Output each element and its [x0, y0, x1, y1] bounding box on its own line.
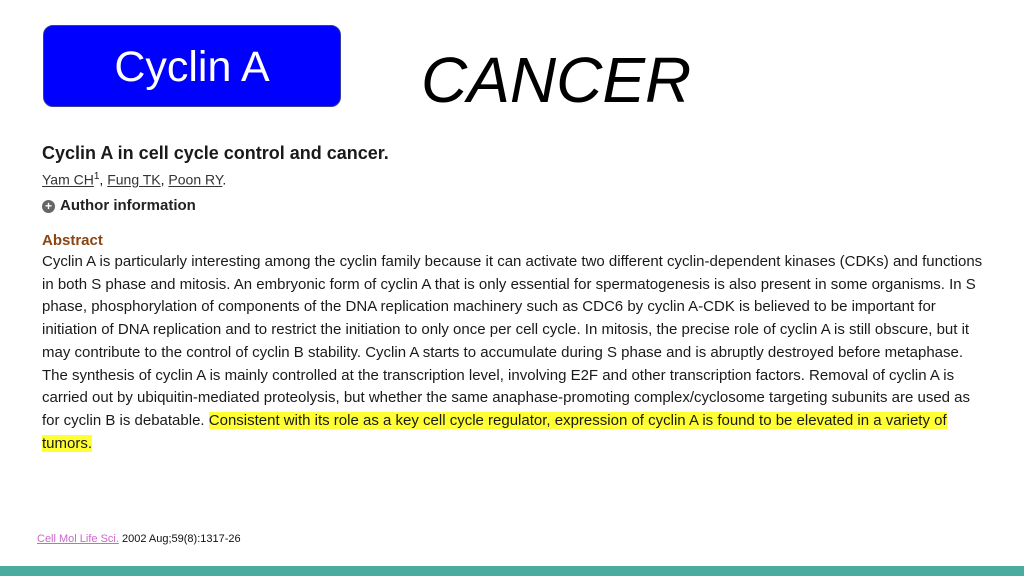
author-information-label: Author information [60, 197, 196, 214]
abstract-heading: Abstract [42, 232, 103, 249]
author-link-yam[interactable]: Yam CH [42, 171, 94, 188]
author-link-fung[interactable]: Fung TK [107, 171, 161, 188]
journal-link[interactable]: Cell Mol Life Sci. [37, 533, 119, 545]
citation [37, 532, 241, 546]
author-list: Yam $CH^1$, Fung TK, Poon RY. [42, 171, 227, 188]
expand-plus-icon[interactable]: + [42, 200, 55, 213]
abstract-body [42, 251, 987, 455]
slide-title-text: Cyclin A [114, 43, 270, 91]
abstract-highlighted-text: Consistent with its role as a key cell cycle regulator, expression of cyclin A is found to be elevated in a variety of tumors. [42, 411, 947, 452]
author-information-toggle[interactable] [42, 196, 196, 216]
article-title: Cyclin A in cell cycle control and cancer. [42, 143, 389, 163]
author-affiliation-sup: 1 [93, 171, 100, 182]
author-link-poon[interactable]: Poon RY [168, 171, 223, 188]
abstract-text: Cyclin A is particularly interesting among the cyclin family because it can activate two different cyclin-dependent kinases (CDKs) and functions in both S phase and mitosis. An embryonic form of cyclin A that is only essential for spermatogenesis is also present in some organisms. In S phase, phosphorylation of components of the DNA replication machinery such as CDC6 by cyclin A-CDK is believed to be important for initiation of DNA replication and to restrict the initiation to only once per cell cycle. In mitosis, the precise role of cyclin A is still obscure, but it may contribute to the control of cyclin B stability. Cyclin A starts to accumulate during S phase and is abruptly destroyed before metaphase. The synthesis of cyclin A is mainly controlled at the transcription level, involving E2F and other transcription factors. Removal of cyclin A is carried out by ubiquitin-mediated proteolysis, but whether the same anaphase-promoting complex/cyclosome targeting subunits are used as for cyclin B is debatable. [42, 253, 983, 429]
bottom-accent-bar [0, 566, 1024, 576]
slide-heading: CANCER [421, 44, 692, 116]
slide-title-box [43, 25, 341, 107]
citation-details: 2002 Aug;59(8):1317-26 [121, 533, 241, 545]
